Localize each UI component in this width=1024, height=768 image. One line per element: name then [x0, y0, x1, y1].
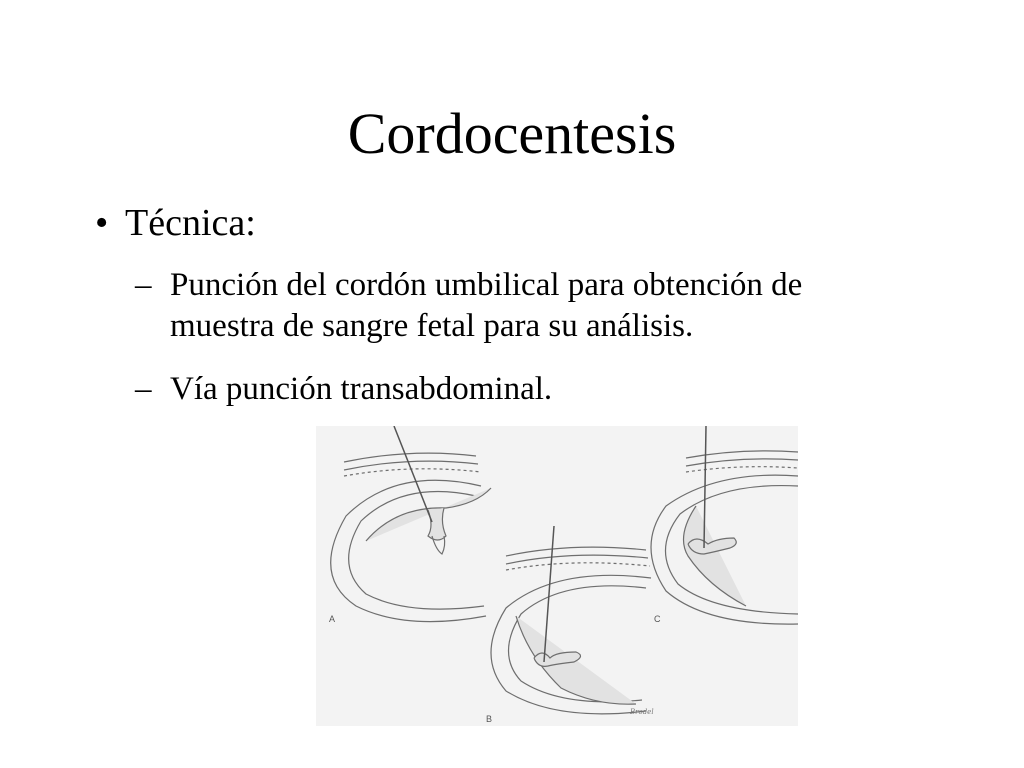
panel-a-drawing	[331, 453, 491, 622]
dash-marker: –	[135, 267, 152, 303]
sub-bullet-line: muestra de sangre fetal para su análisis.	[170, 308, 694, 344]
illustration-svg	[316, 426, 798, 726]
dash-marker: –	[135, 371, 152, 407]
slide-title: Cordocentesis	[347, 101, 677, 166]
panel-label-c: C	[654, 614, 661, 624]
sub-bullet-puncion	[135, 265, 955, 347]
sub-bullet-line: Punción del cordón umbilical para obtención de	[170, 267, 803, 303]
bullet-item-tecnica	[95, 200, 256, 246]
panel-label-a: A	[329, 614, 336, 624]
sub-bullet-via	[135, 369, 955, 410]
panel-c-drawing	[651, 451, 798, 624]
sub-bullet-line: Vía punción transabdominal.	[170, 371, 553, 407]
needle-a	[394, 426, 432, 522]
bullet-text: Técnica:	[125, 202, 256, 244]
illustrator-signature: Brodel	[630, 708, 654, 716]
bullet-marker: •	[95, 202, 109, 244]
cordocentesis-illustration	[316, 426, 798, 726]
panel-label-b: B	[486, 714, 493, 724]
panel-b-drawing	[491, 547, 651, 714]
